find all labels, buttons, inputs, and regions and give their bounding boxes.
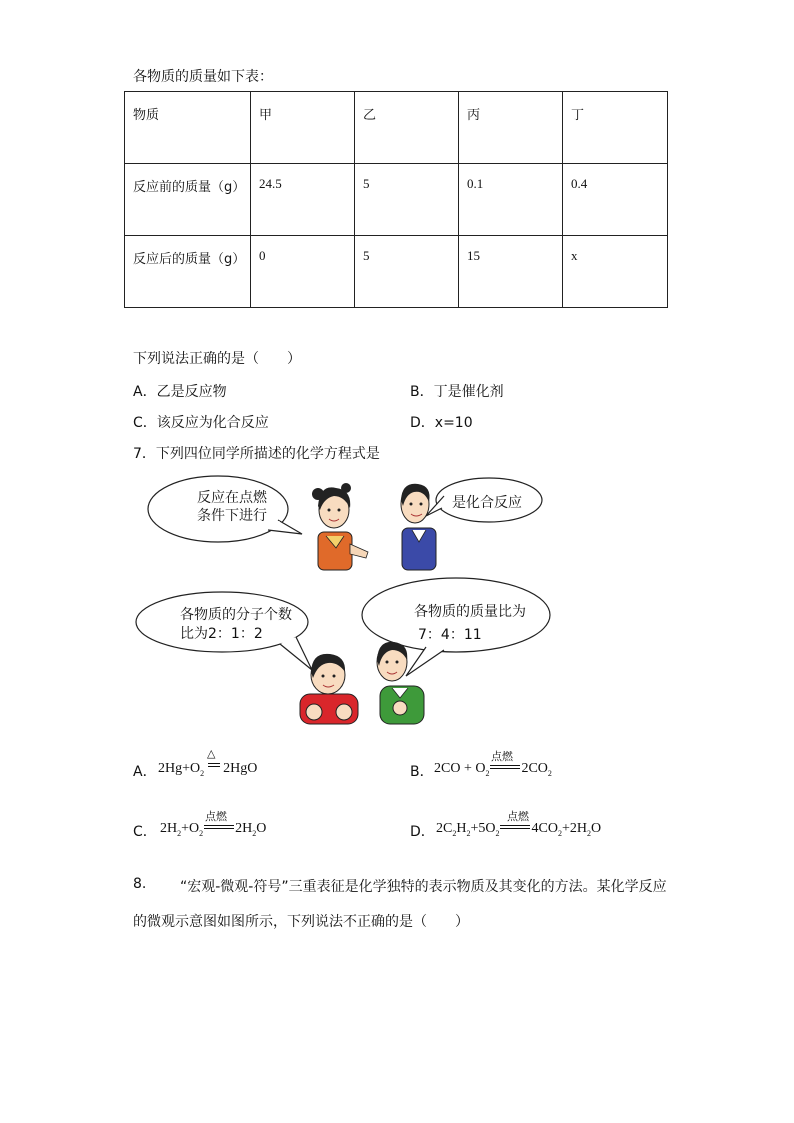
table-cell: 0 [251, 236, 355, 308]
table-cell: 5 [355, 164, 459, 236]
student-figure [377, 642, 424, 724]
table-cell: 0.4 [563, 164, 668, 236]
table-cell: 反应后的质量（g） [125, 236, 251, 308]
q7-option-c-equation: $2H_2+O_2$ $2H_2O$ [160, 821, 267, 838]
bubble-text: 各物质的分子个数 [180, 607, 292, 623]
table-cell: 24.5 [251, 164, 355, 236]
table-cell: 物质 [125, 92, 251, 164]
q6-stem: 下列说法正确的是（ ） [133, 351, 301, 367]
table-intro: 各物质的质量如下表： [133, 69, 273, 85]
table-cell: 15 [459, 236, 563, 308]
table-cell: 5 [355, 236, 459, 308]
bubble-text: 各物质的质量比为 [414, 604, 526, 620]
q7-option-c-label: C． [133, 824, 157, 840]
q6-option-a: A．乙是反应物 [133, 384, 227, 400]
q7-stem: 7．下列四位同学所描述的化学方程式是 [133, 446, 380, 462]
q7-option-b-label: B． [410, 764, 434, 780]
table-cell: 丙 [459, 92, 563, 164]
table-cell: 0.1 [459, 164, 563, 236]
bubble-text: 是化合反应 [452, 495, 522, 511]
q7-option-d-label: D． [410, 824, 435, 840]
q6-option-b: B．丁是催化剂 [410, 384, 504, 400]
student-figure [401, 484, 436, 570]
q6-option-c: C．该反应为化合反应 [133, 415, 269, 431]
student-figure [312, 483, 368, 570]
table-row [125, 236, 668, 308]
mass-table [124, 91, 668, 308]
bubble-text: 反应在点燃 [197, 490, 267, 506]
bubble-text: 比为2：1：2 [180, 626, 263, 642]
q8-number: 8. [133, 876, 147, 892]
q8-stem-line1: “宏观-微观-符号”三重表征是化学独特的表示物质及其变化的方法。某化学反应 [180, 879, 667, 895]
reaction-condition: 点燃 [205, 810, 227, 823]
table-cell: x [563, 236, 668, 308]
bubble-text: 7：4：11 [418, 627, 482, 643]
table-cell: 反应前的质量（g） [125, 164, 251, 236]
reaction-condition: 点燃 [491, 750, 513, 763]
q6-option-d: D．x=10 [410, 415, 473, 431]
table-header-row [125, 92, 668, 164]
reaction-condition: △ [207, 747, 216, 760]
q7-option-b-equation: $2CO + O_2$ $2CO_2$ [434, 761, 552, 778]
table-cell: 甲 [251, 92, 355, 164]
q8-stem-line2: 的微观示意图如图所示，下列说法不正确的是（ ） [133, 914, 469, 930]
q7-option-d-equation: $2C_2H_2+5O_2$ $4CO_2+2H_2O$ [436, 821, 602, 838]
table-cell: 丁 [563, 92, 668, 164]
reaction-condition: 点燃 [507, 810, 529, 823]
q7-option-a-label: A． [133, 764, 157, 780]
q7-option-a-equation: $2Hg+O_2$ 2HgO [158, 761, 258, 778]
bubble-text: 条件下进行 [197, 508, 267, 524]
table-cell: 乙 [355, 92, 459, 164]
table-row [125, 164, 668, 236]
